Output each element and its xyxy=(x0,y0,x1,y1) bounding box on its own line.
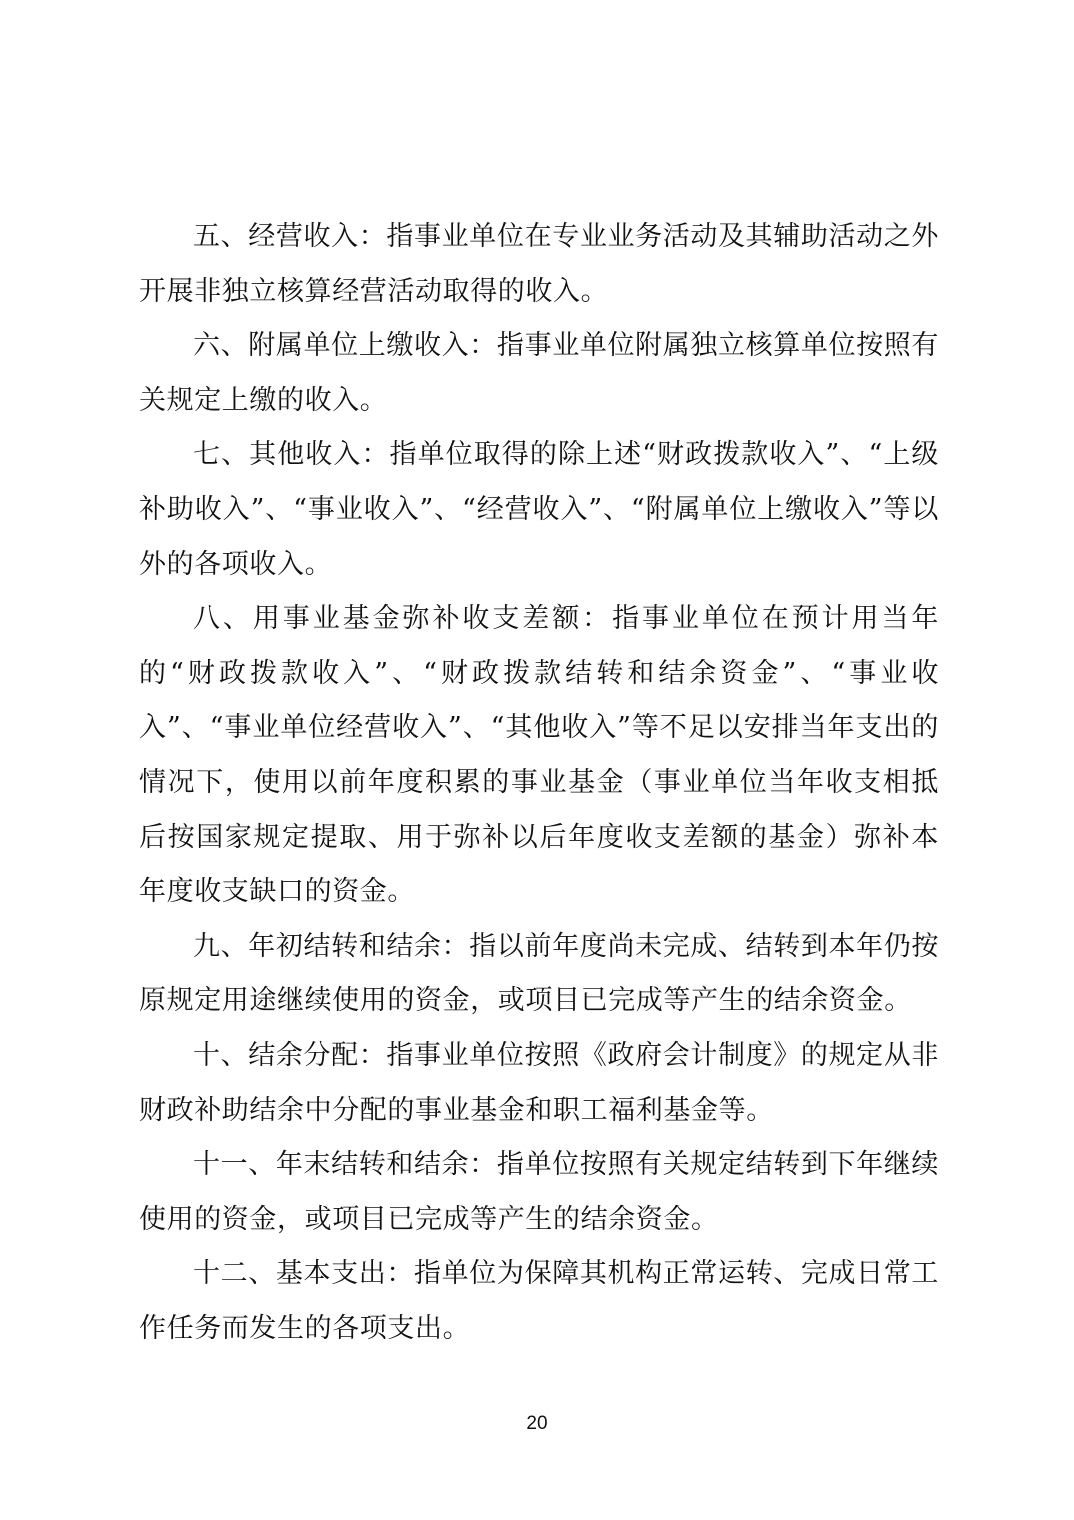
paragraph-business-fund-offset: 八、用事业基金弥补收支差额：指事业单位在预计用当年的“财政拨款收入”、“财政拨款结转和结余资金”、“事业收入”、“事业单位经营收入”、“其他收入”等不足以安排当年支出的情况下，使用以前年度积累的事业基金（事业单位当年收支相抵后按国家规定提取、用于弥补以后年度收支差额的基金）弥补本年度收支缺口的资金。 xyxy=(139,603,939,908)
paragraph-other-income: 七、其他收入：指单位取得的除上述“财政拨款收入”、“上级补助收入”、“事业收入”、“经营收入”、“附属单位上缴收入”等以外的各项收入。 xyxy=(139,439,939,580)
paragraph-operating-income: 五、经营收入：指事业单位在专业业务活动及其辅助活动之外开展非独立核算经营活动取得的收入。 xyxy=(139,221,939,307)
document-body xyxy=(139,210,939,1356)
page-number: 20 xyxy=(526,1413,548,1434)
paragraph-beginning-carryover: 九、年初结转和结余：指以前年度尚未完成、结转到本年仍按原规定用途继续使用的资金，或项目已完成等产生的结余资金。 xyxy=(139,930,939,1017)
paragraph-year-end-carryover: 十一、年末结转和结余：指单位按照有关规定结转到下年继续使用的资金，或项目已完成等产生的结余资金。 xyxy=(139,1149,939,1235)
paragraph-surplus-distribution: 十、结余分配：指事业单位按照《政府会计制度》的规定从非财政补助结余中分配的事业基金和职工福利基金等。 xyxy=(139,1039,939,1126)
paragraph-subsidiary-remittance-income: 六、附属单位上缴收入：指事业单位附属独立核算单位按照有关规定上缴的收入。 xyxy=(139,330,939,416)
paragraph-basic-expenditure: 十二、基本支出：指单位为保障其机构正常运转、完成日常工作任务而发生的各项支出。 xyxy=(139,1258,939,1344)
